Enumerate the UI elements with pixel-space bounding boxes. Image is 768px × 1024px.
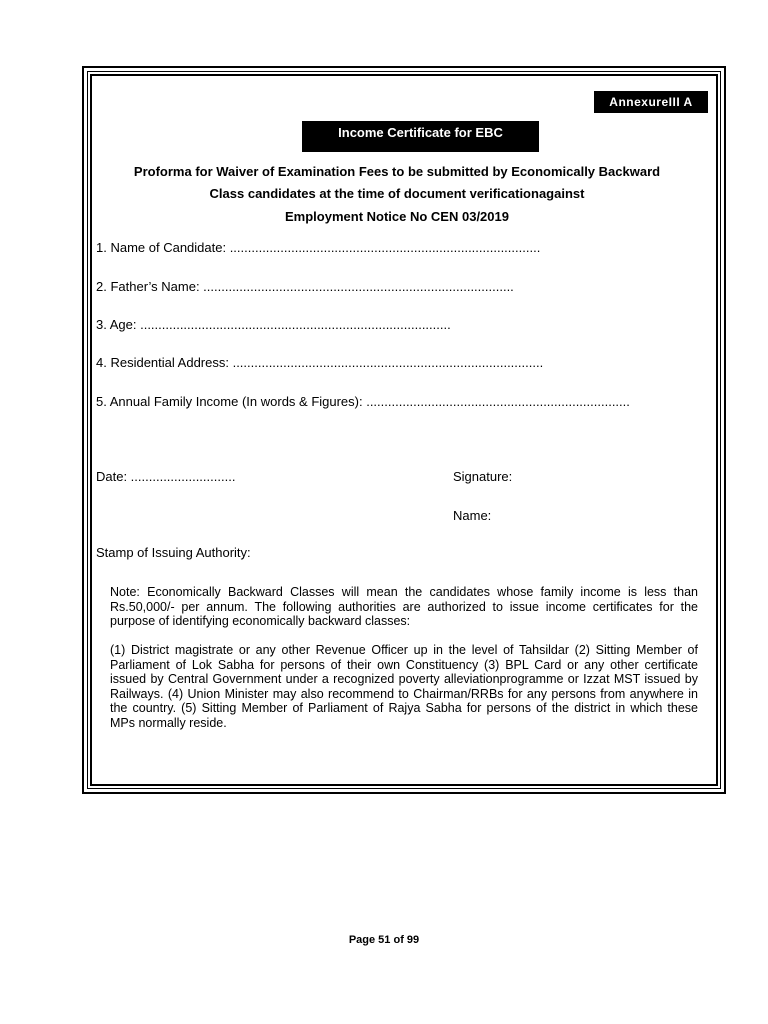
field-age: 3. Age: ...................................................................................... (96, 317, 451, 332)
page-middle: of (390, 934, 407, 946)
heading-line-1: Proforma for Waiver of Examination Fees to be submitted by Economically Backward (133, 164, 661, 179)
field-fathers-name: 2. Father’s Name: ...................................................................................... (96, 279, 514, 294)
name-label: Name: (453, 508, 492, 523)
field-residential-address: 4. Residential Address: ...................................................................................... (96, 355, 544, 370)
page-prefix: Page (348, 934, 379, 946)
certificate-title: Income Certificate for EBC (302, 121, 539, 152)
field-name-of-candidate: 1. Name of Candidate: ...................................................................................... (96, 240, 541, 255)
annexure-label: AnnexureIII A (594, 91, 708, 113)
stamp-label: Stamp of Issuing Authority: (96, 545, 251, 560)
signature-label: Signature: (453, 469, 513, 484)
date-field: Date: ............................. (96, 469, 236, 484)
page-current: 51 (378, 934, 391, 946)
field-annual-family-income: 5. Annual Family Income (In words & Figures): ......................................................................... (96, 394, 630, 409)
page-total: 99 (406, 934, 420, 946)
page-number (0, 934, 768, 946)
authorities-paragraph: (1) District magistrate or any other Revenue Officer up in the level of Tahsildar (2) Sitting Member of Parliament of Lok Sabha for persons of their own Constituency (3) BPL Card or any other certificate issued by Central Government under a recognized poverty alleviationprogramme or Izzat MST issued by Railways. (4) Union Minister may also recommend to Chairman/RRBs for any persons from anywhere in the country. (5) Sitting Member of Parliament of Rajya Sabha for persons of the district in which these MPs normally reside. (110, 643, 698, 730)
heading-line-2: Class candidates at the time of document verificationagainst (209, 186, 585, 201)
note-paragraph: Note: Economically Backward Classes will mean the candidates whose family income is less than Rs.50,000/- per annum. The following authorities are authorized to issue income certificates for the purpose of identifying economically backward classes: (110, 585, 698, 628)
heading-line-3: Employment Notice No CEN 03/2019 (285, 209, 509, 224)
